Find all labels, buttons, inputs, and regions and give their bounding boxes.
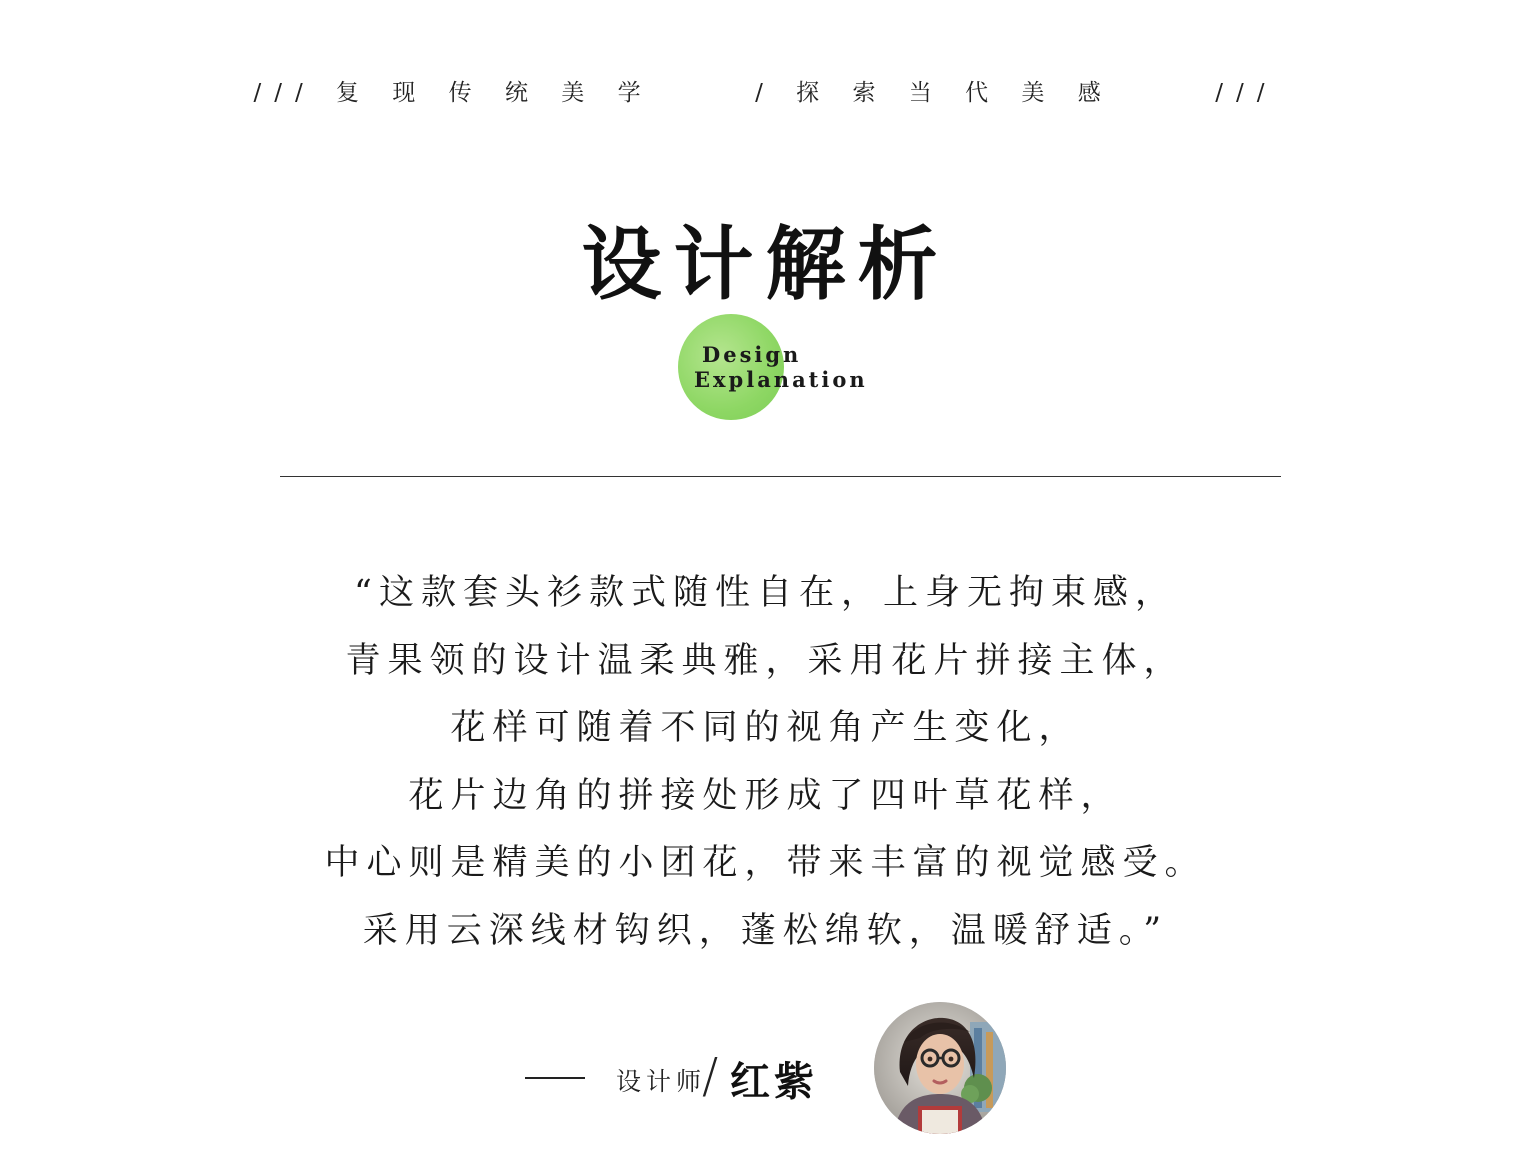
- signature-slash: /: [702, 1048, 719, 1104]
- quote-line: “这款套头衫款式随性自在，上身无拘束感，: [354, 573, 1177, 613]
- page-title: 设计解析: [581, 217, 950, 311]
- quote-line: 青果领的设计温柔典雅，采用花片拼接主体，: [345, 640, 1186, 681]
- quote-line: 采用云深线材钩织，蓬松绵软，温暖舒适。”: [362, 910, 1169, 951]
- badge-label-explanation: Explanation: [694, 367, 868, 392]
- designer-name: 红紫: [730, 1058, 818, 1105]
- quote-line: 花片边角的拼接处形成了四叶草花样，: [408, 775, 1123, 816]
- design-description-quote: [0, 560, 1531, 966]
- avatar-portrait-icon: [874, 1002, 1006, 1134]
- signature-dash: [525, 1077, 585, 1079]
- quote-line: 花样可随着不同的视角产生变化，: [450, 708, 1081, 749]
- section-divider: [280, 476, 1281, 477]
- header-tagline: /// 复 现 传 统 美 学 / 探 索 当 代 美 感 ///: [253, 80, 1278, 106]
- designer-avatar: [874, 1002, 1006, 1134]
- quote-line: 中心则是精美的小团花，带来丰富的视觉感受。: [324, 843, 1207, 884]
- signature-role: 设计师: [616, 1067, 707, 1096]
- badge-label-design: Design: [702, 342, 802, 367]
